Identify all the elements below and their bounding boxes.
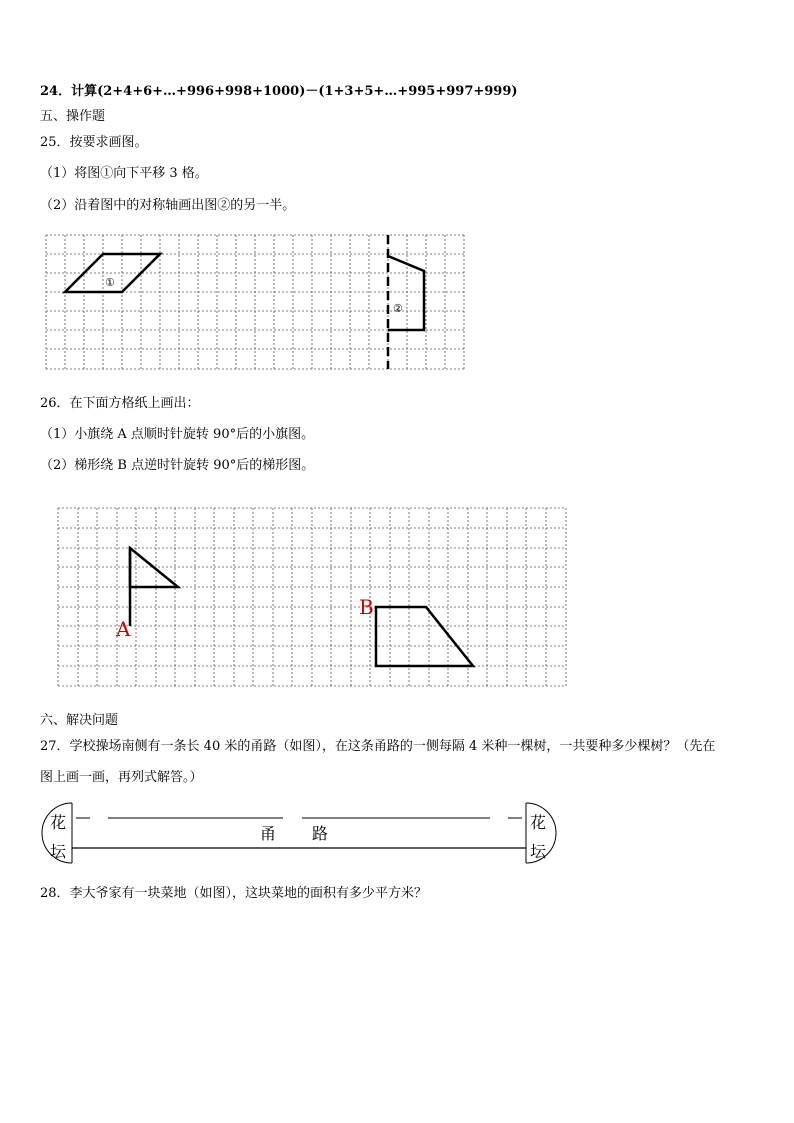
question-26-part-1: （1）小旗绕 A 点顺时针旋转 90°后的小旗图。	[40, 427, 315, 442]
figure-1-label: ①	[105, 276, 115, 289]
question-25-part-1: （1）将图①向下平移 3 格。	[40, 166, 208, 181]
road-char-2: 路	[312, 824, 329, 843]
question-25-title: 25．按要求画图。	[40, 135, 148, 150]
question-26-part-2: （2）梯形绕 B 点逆时针旋转 90°后的梯形图。	[40, 458, 315, 473]
section-6-heading: 六、解决问题	[40, 713, 119, 728]
figure-2-label: ②	[393, 302, 403, 315]
right-bed-char-bottom: 坛	[530, 842, 547, 861]
point-b-label: B	[359, 595, 374, 619]
question-27-line-1: 27．学校操场南侧有一条长 40 米的甬路（如图），在这条甬路的一侧每隔 4 米种一棵树，一共要种多少棵树？（先在	[40, 739, 716, 754]
question-24: 24．计算(2+4+6+…+996+998+1000)－(1+3+5+…+995+997+999)	[40, 84, 518, 99]
question-28: 28．李大爷家有一块菜地（如图），这块菜地的面积有多少平方米？	[40, 886, 428, 901]
point-a-label: A	[116, 617, 131, 641]
road-char-1: 甬	[260, 824, 277, 843]
right-bed-char-top: 花	[530, 813, 547, 832]
left-bed-char-top: 花	[50, 813, 67, 832]
section-5-heading: 五、操作题	[40, 109, 106, 124]
question-25-part-2: （2）沿着图中的对称轴画出图②的另一半。	[40, 198, 296, 213]
question-26-title: 26．在下面方格纸上画出：	[40, 396, 200, 411]
left-bed-char-bottom: 坛	[50, 842, 67, 861]
question-27-line-2: 图上画一画，再列式解答。）	[40, 770, 203, 785]
